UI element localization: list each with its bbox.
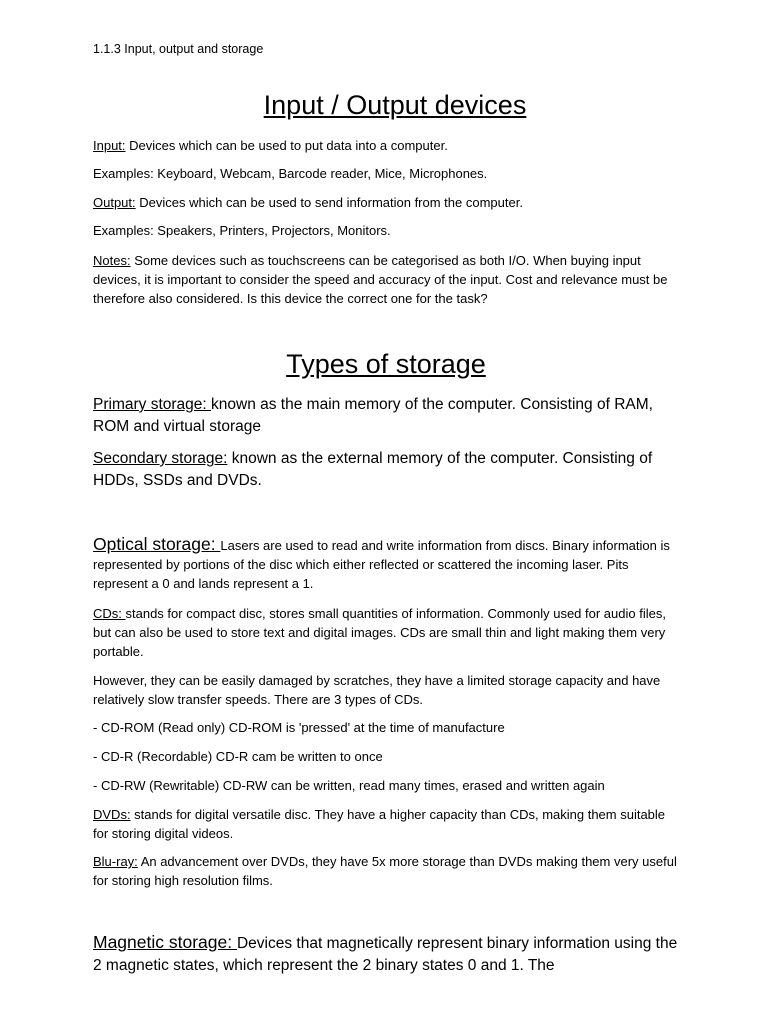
- magnetic-storage-label: Magnetic storage:: [93, 932, 237, 952]
- section-title-types-of-storage: Types of storage: [286, 349, 486, 379]
- dvds-text: stands for digital versatile disc. They have a higher capacity than CDs, making them suitable for storing digital videos.: [93, 807, 666, 841]
- section-header: 1.1.3 Input, output and storage: [93, 42, 264, 56]
- magnetic-storage-text: Devices that magnetically represent binary information using the 2 magnetic states, which represent the 2 binary states 0 and 1. The: [93, 935, 678, 974]
- cds-paragraph: [93, 604, 683, 661]
- bluray-paragraph: [93, 852, 683, 890]
- cds-however-paragraph: However, they can be easily damaged by scratches, they have a limited storage capacity and have relatively slow transfer speeds. There are 3 types of CDs.: [93, 673, 661, 707]
- input-label: Input:: [93, 138, 126, 153]
- secondary-storage-text: known as the external memory of the computer. Consisting of HDDs, SSDs and DVDs.: [93, 450, 653, 489]
- magnetic-storage-paragraph: [93, 931, 683, 977]
- output-examples: Examples: Speakers, Printers, Projectors, Monitors.: [93, 223, 391, 238]
- primary-storage-paragraph: [93, 394, 683, 438]
- secondary-storage-paragraph: [93, 448, 683, 492]
- notes-label: Notes:: [93, 253, 131, 268]
- cds-label: CDs:: [93, 606, 126, 621]
- page-title-io-devices: Input / Output devices: [263, 90, 527, 120]
- cds-text: stands for compact disc, stores small quantities of information. Commonly used for audio files, but can also be used to store text and digital images. CDs are small thin and light making them very portable.: [93, 606, 666, 659]
- dvds-label: DVDs:: [93, 807, 131, 822]
- notes-paragraph: [93, 251, 683, 308]
- notes-text: Some devices such as touchscreens can be categorised as both I/O. When buying input devices, it is important to consider the speed and accuracy of the input. Cost and relevance must be therefore also considered. Is this device the correct one for the task?: [93, 253, 668, 306]
- output-paragraph: [93, 193, 683, 212]
- cd-type-item-cdr: - CD-R (Recordable) CD-R cam be written to once: [93, 749, 383, 764]
- input-paragraph: [93, 136, 683, 155]
- cd-type-item-cdrw: - CD-RW (Rewritable) CD-RW can be written, read many times, erased and written again: [93, 778, 605, 793]
- output-label: Output:: [93, 195, 136, 210]
- output-text: Devices which can be used to send information from the computer.: [135, 195, 523, 210]
- primary-storage-label: Primary storage:: [93, 396, 212, 413]
- input-examples: Examples: Keyboard, Webcam, Barcode reader, Mice, Microphones.: [93, 166, 488, 181]
- input-text: Devices which can be used to put data into a computer.: [125, 138, 448, 153]
- bluray-label: Blu-ray:: [93, 854, 138, 869]
- cd-type-item-cdrom: - CD-ROM (Read only) CD-ROM is 'pressed' at the time of manufacture: [93, 720, 505, 735]
- bluray-text: An advancement over DVDs, they have 5x more storage than DVDs making them very useful for storing high resolution films.: [93, 854, 677, 888]
- optical-storage-paragraph: [93, 535, 683, 593]
- secondary-storage-label: Secondary storage:: [93, 450, 228, 467]
- optical-storage-label: Optical storage:: [93, 534, 221, 554]
- primary-storage-text: known as the main memory of the computer. Consisting of RAM, ROM and virtual storage: [93, 396, 653, 435]
- optical-storage-text: Lasers are used to read and write information from discs. Binary information is represented by portions of the disc which either reflected or scattered the incoming laser. Pits represent a 0 and lands represent a 1.: [93, 538, 670, 591]
- dvds-paragraph: [93, 805, 683, 843]
